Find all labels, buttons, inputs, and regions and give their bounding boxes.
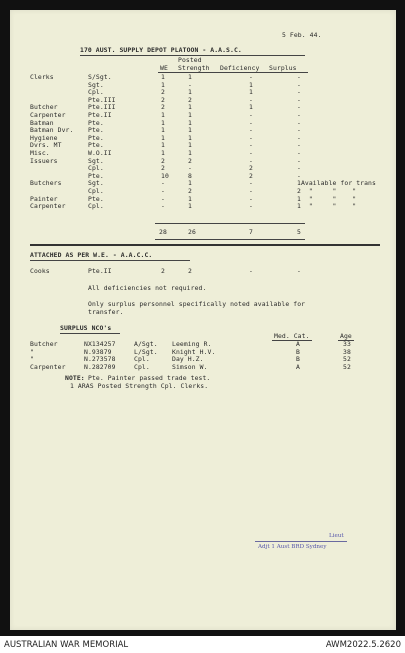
nco-number: NX134257: [84, 340, 116, 348]
row-deficiency: -: [249, 187, 253, 195]
row-rank: Sgt.: [88, 179, 104, 188]
row-wr: 2: [161, 164, 165, 173]
row-surplus: -: [297, 171, 301, 180]
row-wr: 1: [161, 133, 165, 142]
row-deficiency: -: [249, 95, 253, 104]
row-trade: Dvrs. MT: [30, 141, 62, 150]
row-posted: 1: [188, 103, 192, 112]
row-posted: 2: [188, 156, 192, 165]
row-rank: Pte.III: [88, 103, 116, 112]
row-deficiency: 1: [249, 80, 253, 89]
row-posted: -: [188, 80, 192, 89]
totals-rule-bottom: [155, 239, 305, 240]
row-deficiency: -: [249, 133, 253, 142]
row-rank: Cpl.: [88, 88, 104, 97]
nco-trade: ": [30, 355, 34, 364]
surplus-title-underline: [60, 333, 120, 334]
row-wr: 1: [161, 80, 165, 89]
header-underline: [158, 72, 308, 73]
row-posted: 1: [188, 141, 192, 150]
row-posted: 1: [188, 133, 192, 142]
attached-trade: Cooks: [30, 267, 50, 275]
row-posted: 2: [188, 187, 192, 195]
row-wr: -: [161, 179, 165, 188]
med-underline: [272, 340, 312, 341]
row-rank: Cpl.: [88, 164, 104, 173]
row-wr: 1: [161, 118, 165, 127]
attached-underline: [30, 260, 190, 261]
row-rank: Pte.II: [88, 111, 112, 119]
nco-number: N.93879: [84, 347, 112, 356]
row-deficiency: -: [249, 149, 253, 157]
nco-trade: Carpenter: [30, 362, 66, 371]
row-posted: 1: [188, 73, 192, 81]
row-rank: Pte.: [88, 133, 104, 142]
attached-title: ATTACHED AS PER W.E. - A.A.C.C.: [30, 251, 153, 259]
row-trade: Clerks: [30, 73, 54, 81]
row-posted: 1: [188, 126, 192, 135]
attached-surplus: -: [297, 267, 301, 275]
row-rank: Pte.: [88, 194, 104, 203]
row-surplus: -: [297, 80, 301, 89]
row-posted: -: [188, 164, 192, 173]
row-posted: 8: [188, 171, 192, 180]
attached-posted: 2: [188, 267, 192, 275]
signature-line: [255, 541, 347, 542]
row-rank: Cpl.: [88, 187, 104, 195]
total-wr: 28: [159, 228, 167, 236]
nco-med-cat: A: [296, 340, 300, 348]
nco-age: 33: [343, 340, 351, 348]
col-header-deficiency: Deficiency: [220, 64, 260, 72]
row-wr: 1: [161, 149, 165, 157]
row-surplus: -: [297, 118, 301, 127]
nco-rank: A/Sgt.: [134, 340, 158, 348]
nco-rank: Cpl.: [134, 355, 150, 364]
section-divider: [30, 244, 380, 246]
row-deficiency: -: [249, 141, 253, 150]
nco-age: 52: [343, 355, 351, 364]
row-posted: 2: [188, 95, 192, 104]
doc-title: 170 AUST. SUPPLY DEPOT PLATOON - A.A.S.C.: [80, 46, 242, 54]
row-deficiency: 2: [249, 171, 253, 180]
row-surplus: -: [297, 133, 301, 142]
row-deficiency: 1: [249, 88, 253, 97]
row-surplus: 2 " " ": [297, 187, 357, 195]
total-deficiency: 7: [249, 228, 253, 236]
nco-rank: Cpl.: [134, 362, 150, 371]
row-surplus: -: [297, 141, 301, 150]
row-wr: 1: [161, 73, 165, 81]
row-deficiency: 2: [249, 164, 253, 173]
row-surplus: 1 " " ": [297, 202, 357, 211]
nco-trade: Butcher: [30, 340, 58, 348]
row-trade: Butcher: [30, 103, 58, 112]
row-surplus: -: [297, 156, 301, 165]
row-wr: -: [161, 194, 165, 203]
row-deficiency: -: [249, 156, 253, 165]
attached-wr: 2: [161, 267, 165, 275]
row-deficiency: -: [249, 202, 253, 211]
row-trade: Batman: [30, 118, 54, 127]
nco-age: 52: [343, 362, 351, 371]
surplus-title: SURPLUS NCO's: [60, 324, 112, 332]
total-surplus: 5: [297, 228, 301, 236]
row-wr: 1: [161, 141, 165, 150]
note-label: NOTE:: [65, 374, 85, 382]
col-header-surplus: Surplus: [269, 64, 297, 72]
footer-source: AUSTRALIAN WAR MEMORIAL: [4, 640, 129, 650]
row-deficiency: -: [249, 179, 253, 188]
row-posted: 1: [188, 149, 192, 157]
row-posted: 1: [188, 202, 192, 211]
row-surplus: -: [297, 126, 301, 135]
stamp-rank: Lieut: [329, 533, 344, 539]
row-wr: 2: [161, 156, 165, 165]
row-surplus: -: [297, 103, 301, 112]
note-line2: 1 ARAS Posted Strength Cpl. Clerks.: [70, 382, 209, 390]
nco-rank: L/Sgt.: [134, 347, 158, 356]
row-rank: Pte.: [88, 171, 104, 180]
row-deficiency: -: [249, 126, 253, 135]
row-surplus: 1Available for trans: [297, 179, 376, 188]
nco-med-cat: A: [296, 362, 300, 371]
row-rank: Pte.III: [88, 95, 116, 104]
row-deficiency: -: [249, 194, 253, 203]
row-surplus: -: [297, 88, 301, 97]
row-rank: Sgt.: [88, 156, 104, 165]
col-header-posted: Posted: [178, 56, 202, 64]
footer-accession-id: AWM2022.5.2620: [325, 640, 401, 650]
nco-name: Simson W.: [172, 362, 208, 371]
nco-med-cat: B: [296, 347, 300, 356]
row-trade: Carpenter: [30, 202, 66, 211]
row-surplus: 1 " " ": [297, 194, 357, 203]
nco-name: Knight H.V.: [172, 347, 216, 356]
row-surplus: -: [297, 95, 301, 104]
row-deficiency: -: [249, 73, 253, 81]
row-deficiency: -: [249, 118, 253, 127]
row-rank: S/Sgt.: [88, 73, 112, 81]
row-wr: -: [161, 187, 165, 195]
row-trade: Batman Dvr.: [30, 126, 74, 135]
row-posted: 1: [188, 88, 192, 97]
nco-med-cat: B: [296, 355, 300, 364]
nco-number: N.282709: [84, 362, 116, 371]
col-header-wr: WE: [160, 64, 168, 72]
note-surplus-line2: transfer.: [88, 308, 124, 316]
row-deficiency: -: [249, 111, 253, 119]
doc-date: 5 Feb. 44.: [282, 31, 322, 39]
total-posted: 26: [188, 228, 196, 236]
row-surplus: -: [297, 73, 301, 81]
row-wr: 1: [161, 126, 165, 135]
row-wr: 10: [161, 171, 169, 180]
nco-trade: ": [30, 347, 34, 356]
row-trade: Butchers: [30, 179, 62, 188]
row-wr: 2: [161, 103, 165, 112]
row-rank: Pte.: [88, 141, 104, 150]
row-posted: 1: [188, 194, 192, 203]
row-wr: 1: [161, 111, 165, 119]
row-wr: 2: [161, 88, 165, 97]
stamp-unit: Adjt 1 Aust BRD Sydney: [258, 544, 327, 550]
row-rank: Cpl.: [88, 202, 104, 211]
row-posted: 1: [188, 118, 192, 127]
row-surplus: -: [297, 149, 301, 157]
nco-number: N.273578: [84, 355, 116, 364]
row-trade: Issuers: [30, 156, 58, 165]
row-trade: Painter: [30, 194, 58, 203]
footer-bar: [0, 636, 405, 653]
attached-rank: Pte.II: [88, 267, 112, 275]
row-trade: Misc.: [30, 149, 50, 157]
col-header-strength: Strength: [178, 64, 210, 72]
row-rank: Sgt.: [88, 80, 104, 89]
surplus-header-age: Age: [340, 332, 352, 340]
note-surplus-line1: Only surplus personnel specifically noted available for: [88, 300, 306, 308]
row-rank: W.O.II: [88, 149, 112, 157]
nco-name: Day H.Z.: [172, 355, 204, 364]
nco-name: Leeming R.: [172, 340, 212, 348]
row-trade: Hygiene: [30, 133, 58, 142]
row-surplus: -: [297, 111, 301, 119]
totals-rule-top: [155, 223, 305, 224]
row-wr: 2: [161, 95, 165, 104]
row-surplus: -: [297, 164, 301, 173]
attached-deficiency: -: [249, 267, 253, 275]
row-wr: -: [161, 202, 165, 211]
note-line1: Pte. Painter passed trade test.: [88, 374, 211, 382]
row-deficiency: 1: [249, 103, 253, 112]
surplus-header-med: Med. Cat.: [274, 332, 310, 340]
row-rank: Pte.: [88, 118, 104, 127]
row-rank: Pte.: [88, 126, 104, 135]
row-posted: 1: [188, 179, 192, 188]
note-deficiencies: All deficiencies not required.: [88, 284, 207, 292]
row-posted: 1: [188, 111, 192, 119]
nco-age: 38: [343, 347, 351, 356]
row-trade: Carpenter: [30, 111, 66, 119]
